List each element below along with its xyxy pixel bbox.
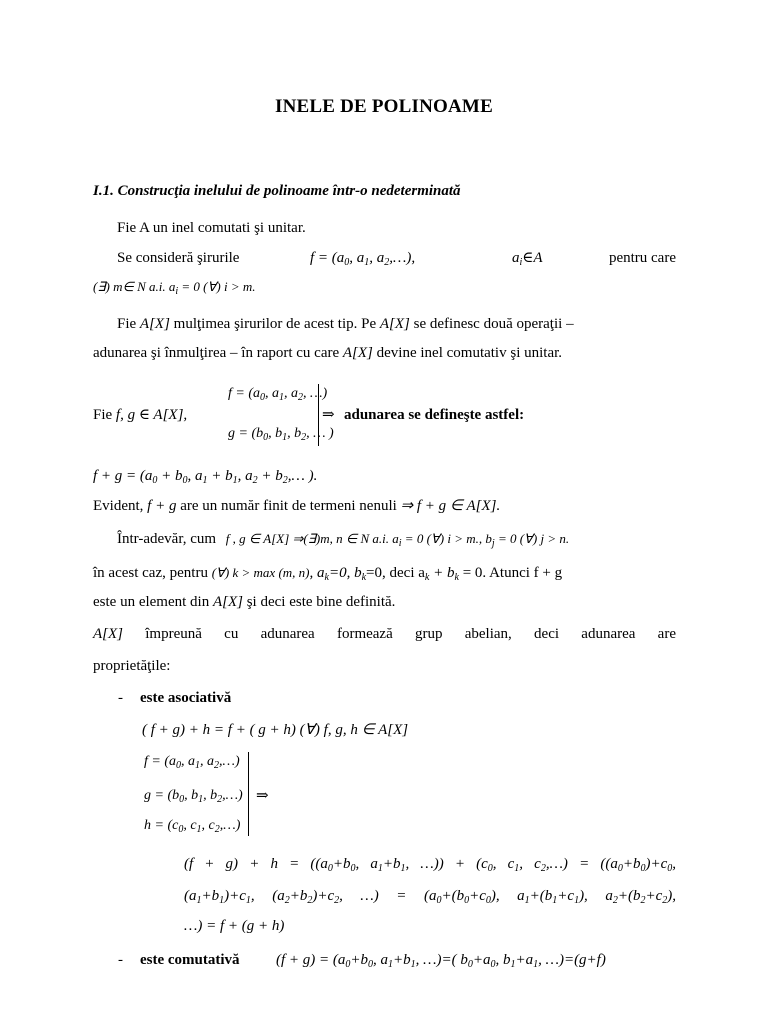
system-g: $g = (b_0$, $b_1$, $b_2,\dots$) [144, 788, 243, 805]
paragraph-2-line-1: Se consideră şirurile $f = (a_0$, $a_1$, $a_2,\dots$), $a_i\in A$ pentru care [117, 248, 676, 268]
f-sequence: $f = (a_0$, $a_1$, $a_2,\dots$), [310, 250, 416, 268]
asoc-calc-line-3: …) = f + (g + h) [184, 918, 285, 934]
g-definition: $g = (b_0$, $b_1$, $b_2$, … ) [228, 426, 334, 443]
associativity-formula: ( f + g) + h = f + ( g + h) (∀) f, g, h ∈ A[X] [142, 722, 409, 738]
implies-arrow: ⇒ [322, 407, 335, 423]
addition-definition-text: adunarea se defineşte astfel: [344, 407, 525, 423]
bullet-dash: - [118, 690, 123, 706]
system-brace [318, 384, 319, 446]
page-title: INELE DE POLINOAME [275, 96, 493, 117]
bullet-dash-2: - [118, 952, 123, 968]
section-heading [93, 183, 461, 200]
paragraph-3-line-2: adunarea şi înmulţirea – în raport cu care A[X] devine inel comutativ şi unitar. [93, 345, 563, 361]
f-definition: $f = (a_0$, $a_1$, $a_2$, …) [228, 386, 328, 403]
in-acest-caz-line: în acest caz, pentru (∀) k > max (m, n), $a_k=0$, $b_k=0$, deci $a_k + b_k = 0$. Atunci f + g [93, 565, 563, 583]
paragraph-1: Fie A un inel comutati şi unitar. [117, 220, 306, 236]
ai-in-A: $a_i\in A$ [512, 250, 543, 268]
commutativity-formula: $(f + g) = (a_0+b_0$, $a_1+b_1$, …)=( $b_0+a_0$, $b_1+a_1$, …)=(g+f) [276, 952, 606, 970]
implies-arrow-2: ⇒ [256, 788, 269, 804]
group-abelian-line-2: proprietăţile: [93, 658, 171, 674]
fie-fg-label: Fie f, g ∈ A[X], [93, 407, 188, 423]
existence-condition: (∃) m∈ N a.i. $a_i = 0$ (∀) i > m. [93, 279, 256, 297]
evident-line: Evident, f + g are un număr finit de termeni nenuli ⇒ f + g ∈ A[X]. [93, 498, 501, 514]
este-element-line: este un element din A[X] şi deci este bine definită. [93, 594, 396, 610]
system-f: $f = (a_0$, $a_1$, $a_2,\dots$) [144, 754, 240, 771]
sum-definition: $f + g = (a_0 + b_0$, $a_1 + b_1$, $a_2$ + $b_2,\dots$ ). [93, 468, 318, 486]
asoc-calc-line-2: $(a_1+b_1)+c_1$, $(a_2+b_2)+c_2$, …) = ($a_0+(b_0+c_0)$, $a_1+(b_1+c_1)$, $a_2+(b_2+c_2)$, [184, 888, 677, 906]
group-abelian-line-1: A[X] împreună cu adunarea formează grup abelian, deci adunarea are [93, 626, 676, 642]
bullet-asociativa: este asociativă [140, 690, 232, 706]
paragraph-3-line-1: Fie A[X] mulţimea şirurilor de acest tip. Pe A[X] se definesc două operaţii – [117, 316, 574, 332]
section-title: Construcţia inelului de polinoame într-o nedeterminată [117, 183, 461, 199]
system-brace-2 [248, 752, 249, 836]
section-number: I.1. [93, 183, 114, 199]
asoc-calc-line-1: $(f + g) + h = ((a_0+b_0$, $a_1+b_1$, …)) + ($c_0$, $c_1$, $c_2,\dots) = ((a_0+b_0)+c_0$, [184, 856, 676, 874]
intradevar-line: Într-adevăr, cum f , g ∈ A[X] ⇒(∃)m, n ∈ N a.i. $a_i = 0$ (∀) i > m., $b_j = 0$ (∀) j > n. [117, 531, 570, 549]
system-h: $h = (c_0$, $c_1$, $c_2,\dots$) [144, 818, 241, 835]
bullet-comutativa: este comutativă [140, 952, 240, 968]
